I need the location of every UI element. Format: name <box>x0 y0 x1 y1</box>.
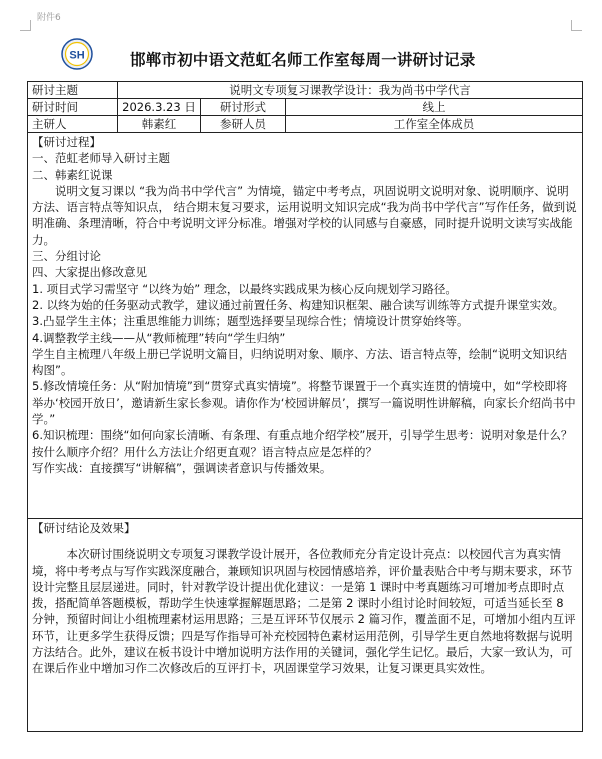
topic-value: 说明文专项复习课教学设计：我为尚书中学代言 <box>118 82 583 99</box>
time-row <box>28 99 583 116</box>
process-step-1: 一、范虹老师导入研讨主题 <box>32 151 170 166</box>
suggestion-4-title: 4.调整教学主线——从“教师梳理”转向“学生归纳” <box>32 330 286 345</box>
record-table <box>27 81 583 732</box>
suggestion-7: 写作实战：直接撰写“讲解稿”，强调读者意识与传播效果。 <box>32 460 332 475</box>
host-row <box>28 116 583 133</box>
process-heading: 【研讨过程】 <box>32 135 101 149</box>
conclusion-body: 本次研讨围绕说明文专项复习课教学设计展开，各位教师充分肯定设计亮点：以校园代言为真实情境，将中考考点与写作实践深度融合，兼顾知识巩固与校园情感培养，评价量表贴合中考与期末要求，环节设计完整且层层递进。同时，针对教学设计提出优化建议：一是第 1 课时中考真题练习可增加考点即时点拨，搭配简单答题模板，帮助学生快速掌握解题思路；二是第 2 课时小组讨论时间较短，可适当延长至 8 分钟，预留时间让小组梳理素材运用思路；三是互评环节仅展示 2 篇习作，覆盖面不足，可增加小组内互评环节，让更多学生获得反馈；四是写作指导可补充校园特色素材运用范例，引导学生更自然地将数据与说明方法结合。此外，建议在板书设计中增加说明方法作用的关键词，强化学生记忆。最后，大家一致认为，可在课后作业中增加习作二次修改后的互评打卡，巩固课堂学习效果，让复习课更具实效性。 <box>32 547 576 676</box>
suggestion-1: 1. 项目式学习需坚守 “以终为始” 理念，以最终实践成果为核心反向规划学习路径。 <box>32 281 457 296</box>
suggestion-2: 2. 以终为始的任务驱动式教学，建议通过前置任务、构建知识框架、融合读写训练等方式提升课堂实效。 <box>32 297 565 312</box>
topic-row <box>28 82 583 99</box>
suggestion-6: 6.知识梳理：围绕“如何向家长清晰、有条理、有重点地介绍学校”展开，引导学生思考：说明对象是什么？按什么顺序介绍？用什么方法让介绍更直观？语言特点应是怎样的？ <box>32 428 573 459</box>
logo-text: SH <box>69 49 85 62</box>
form-value: 线上 <box>286 99 583 116</box>
host-value: 韩素红 <box>118 116 201 133</box>
attachment-label: 附件6 <box>37 13 61 23</box>
lesson-description: 说明文复习课以 “我为尚书中学代言” 为情境，锚定中考考点，巩固说明文说明对象、说明顺序、说明方法、语言特点等知识点， 结合期末复习要求，运用说明文知识完成“我为尚书中学代言”写作任务，做到说明准确、条理清晰，符合中考说明文评分标准。增强对学校的认同感与自豪感，同时提升说明文读写实战能力。 <box>32 183 577 247</box>
crop-mark-top-left <box>20 20 31 31</box>
studio-logo <box>61 38 93 70</box>
suggestion-3: 3.凸显学生主体；注重思维能力训练；题型选择要呈现综合性；情境设计贯穿始终等。 <box>32 314 469 329</box>
conclusion-row <box>28 519 583 732</box>
participants-value: 工作室全体成员 <box>286 116 583 133</box>
document-title: 邯郸市初中语文范虹名师工作室每周一讲研讨记录 <box>130 51 476 69</box>
process-step-2: 二、韩素红说课 <box>32 167 113 182</box>
form-label: 研讨形式 <box>201 99 286 116</box>
process-row <box>28 133 583 519</box>
suggestion-4-body: 学生自主梳理八年级上册已学说明文篇目，归纳说明对象、顺序、方法、语言特点等，绘制“说明文知识结构图”。 <box>32 346 567 378</box>
process-step-3: 三、分组讨论 <box>32 249 101 264</box>
time-value: 2026.3.23 日 <box>118 99 201 116</box>
crop-mark-top-right <box>571 20 582 31</box>
conclusion-cell <box>28 519 583 732</box>
process-cell <box>28 133 583 519</box>
topic-label: 研讨主题 <box>28 82 118 99</box>
process-step-4: 四、大家提出修改意见 <box>32 265 147 280</box>
conclusion-heading: 【研讨结论及效果】 <box>32 521 136 535</box>
time-label: 研讨时间 <box>28 99 118 116</box>
participants-label: 参研人员 <box>201 116 286 133</box>
host-label: 主研人 <box>28 116 118 133</box>
suggestion-5: 5.修改情境任务：从“附加情境”到“贯穿式真实情境”。将整节课置于一个真实连贯的情境中，如“学校即将举办‘校园开放日’，邀请新生家长参观。请你作为‘校园讲解员’，撰写一篇说明性讲解稿，向家长介绍尚书中学。” <box>32 379 576 427</box>
